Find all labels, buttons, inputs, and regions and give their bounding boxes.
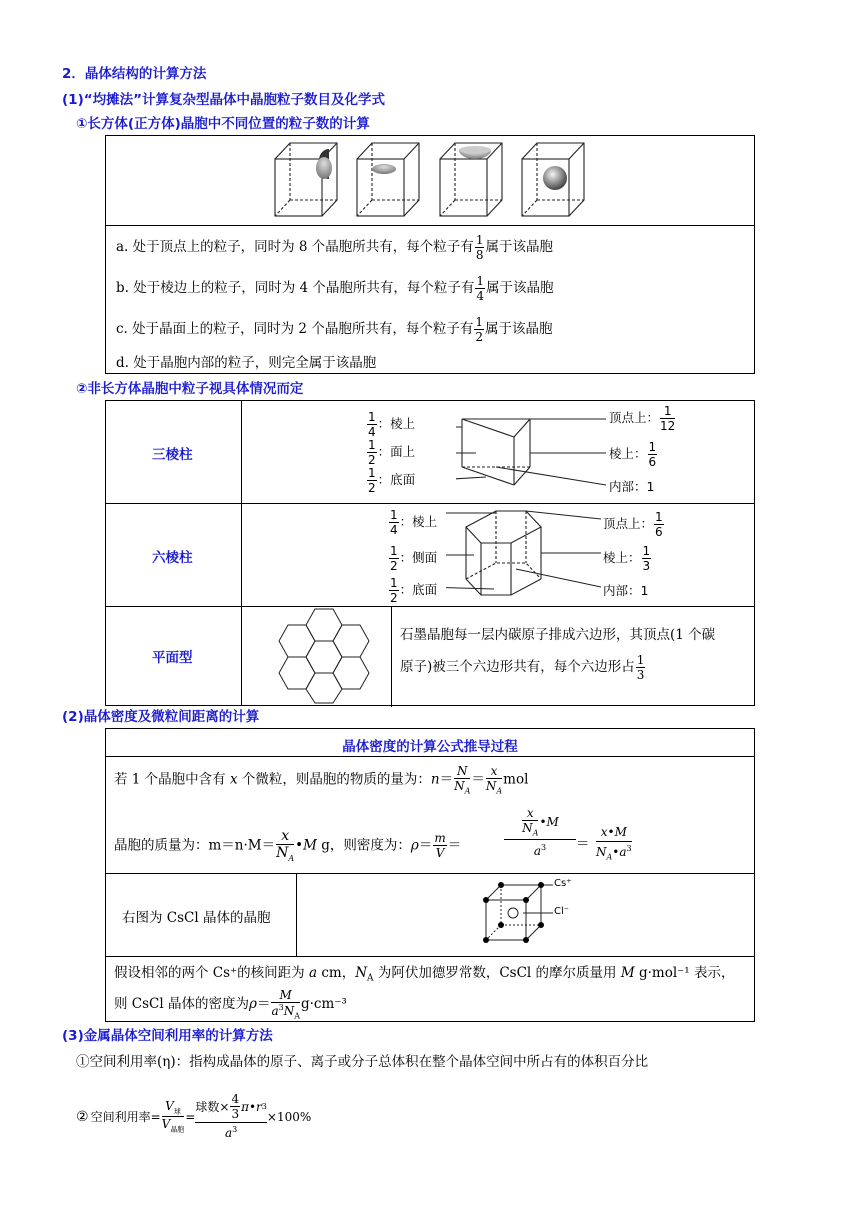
prism3-right-label-2: 棱上： $\frac{1}{6}$ (609, 440, 657, 469)
cs-ion-label: Cs⁺ (554, 878, 572, 889)
planar-desc-2: 原子)被三个六边形共有，每个六边形占 $\frac{1}{3}$ (400, 653, 645, 682)
utilization-definition: ①空间利用率(η)：指构成晶体的原子、离子或分子总体积在整个晶体空间中所占有的体积百分比 (76, 1054, 649, 1070)
density-line-2: 晶胞的质量为：m＝n·M＝ $\frac{x}{N_A}$ •M g，则密度为：ρ＝ $\frac{m}{V}$ ＝ (114, 828, 462, 863)
cube-edge (357, 143, 419, 216)
graphite-hexagon-figure (268, 607, 390, 705)
prism3-left-label-1: $\frac{1}{4}$ ：棱上 (368, 410, 416, 439)
position-line-a: a. 处于顶点上的粒子，同时为 8 个晶胞所共有，每个粒子有 $\frac{1}{8}$ 属于该晶胞 (116, 233, 553, 262)
prism6-left-label-1: $\frac{1}{4}$ ：棱上 (390, 508, 438, 537)
prism6-left-label-3: $\frac{1}{2}$ ：底面 (390, 576, 438, 605)
planar-name: 平面型 (152, 650, 193, 666)
position-line-b: b. 处于棱边上的粒子，同时为 4 个晶胞所共有，每个粒子有 $\frac{1}{4}$ 属于该晶胞 (116, 274, 554, 303)
density-header: 晶体密度的计算公式推导过程 (342, 739, 518, 755)
fraction: $\frac{1}{2}$ (475, 315, 483, 344)
subsection-1-title: (1)“均摊法”计算复杂型晶体中晶胞粒子数目及化学式 (62, 92, 385, 108)
prism3-name: 三棱柱 (152, 447, 193, 463)
section-title: 2．晶体结构的计算方法 (62, 66, 207, 82)
prism3-left-label-3: $\frac{1}{2}$ ：底面 (368, 466, 416, 495)
prism6-left-label-2: $\frac{1}{2}$ ：侧面 (390, 544, 438, 573)
cube-face (440, 143, 502, 216)
position-line-d: d. 处于晶胞内部的粒子，则完全属于该晶胞 (116, 355, 377, 371)
fraction: $\frac{1}{4}$ (476, 274, 485, 303)
density-line-3: 假设相邻的两个 Cs⁺的核间距为 a cm，$N_A$ 为阿伏加德罗常数，CsCl 的摩尔质量用 M g·mol⁻¹ 表示， (114, 965, 735, 984)
fraction: $\frac{1}{8}$ (475, 233, 484, 262)
prism6-right-label-3: 内部：1 (603, 583, 649, 598)
density-compound-fraction: $\frac{x}{N_A}$ • M $a^3$ (504, 807, 576, 858)
position-line-c: c. 处于晶面上的粒子，同时为 2 个晶胞所共有，每个粒子有 $\frac{1}{2}$ 属于该晶胞 (116, 315, 553, 344)
planar-desc-1: 石墨晶胞每一层内碳原子排成六边形，其顶点(1 个碳 (400, 627, 716, 643)
noncuboid-table (105, 400, 755, 706)
cl-ion-label: Cl⁻ (554, 906, 570, 917)
prism6-name: 六棱柱 (152, 550, 193, 566)
density-line-1: 若 1 个晶胞中含有 x 个微粒，则晶胞的物质的量为：n＝ $\frac{N}{N_A}$ ＝ $\frac{x}{N_A}$ mol (114, 764, 529, 796)
item-1-title: ①长方体(正方体)晶胞中不同位置的粒子数的计算 (76, 116, 370, 132)
prism3-right-label-3: 内部：1 (609, 479, 655, 494)
prism3-left-label-2: $\frac{1}{2}$ ：面上 (368, 438, 416, 467)
cuboid-figures (106, 136, 754, 225)
prism6-right-label-1: 顶点上： $\frac{1}{6}$ (603, 510, 663, 539)
utilization-formula: ② 空间利用率 = $\frac{V_球}{V_{晶胞}}$ = 球数× $\frac{4}{3}$ π • r 3 $a^3$ ×100% (76, 1092, 312, 1140)
cuboid-table (105, 135, 755, 374)
cube-vertex (275, 143, 337, 216)
cube-interior (522, 143, 584, 216)
subsection-2-title: (2)晶体密度及微粒间距离的计算 (62, 709, 260, 725)
item-2-title: ②非长方体晶胞中粒子视具体情况而定 (76, 381, 304, 397)
density-line-4: 则 CsCl 晶体的密度为ρ＝ $\frac{M}{a^3N_A}$ g·cm⁻³ (114, 988, 347, 1021)
prism3-right-label-1: 顶点上： $\frac{1}{12}$ (609, 404, 676, 433)
density-final-fraction: x•M $N_A•a^3$ (596, 825, 632, 862)
cuboid-figure-row (106, 136, 754, 226)
density-table: 晶体密度的计算公式推导过程 若 1 个晶胞中含有 x 个微粒，则晶胞的物质的量为：n＝ $\frac{N}{N_A}$ ＝ $\frac{x}{N_A}$ mol 晶胞的质量为：m＝n·M＝ $\frac{x}{N_A}$ •M g，则密度为：ρ＝ $\frac{m}{V}$ ＝ $\frac{x}{N_A}$ • M $a^3$ ＝ x•M $N_A•a^3$ 右图为 CsCl 晶体的晶胞 Cs⁺ Cl⁻ 假设相邻的两个 Cs⁺的核间距为 a cm，$N_A$ 为阿伏加德罗常数，CsCl 的摩尔质量用 M g·mol⁻¹ 表示， 则 CsCl 晶体的密度为ρ＝ $\frac{M}{a^3N_A}$ g·cm⁻³ (105, 728, 755, 1022)
cscl-label: 右图为 CsCl 晶体的晶胞 (122, 910, 271, 926)
prism6-right-label-2: 棱上： $\frac{1}{3}$ (603, 544, 651, 573)
subsection-3-title: (3)金属晶体空间利用率的计算方法 (62, 1028, 273, 1044)
